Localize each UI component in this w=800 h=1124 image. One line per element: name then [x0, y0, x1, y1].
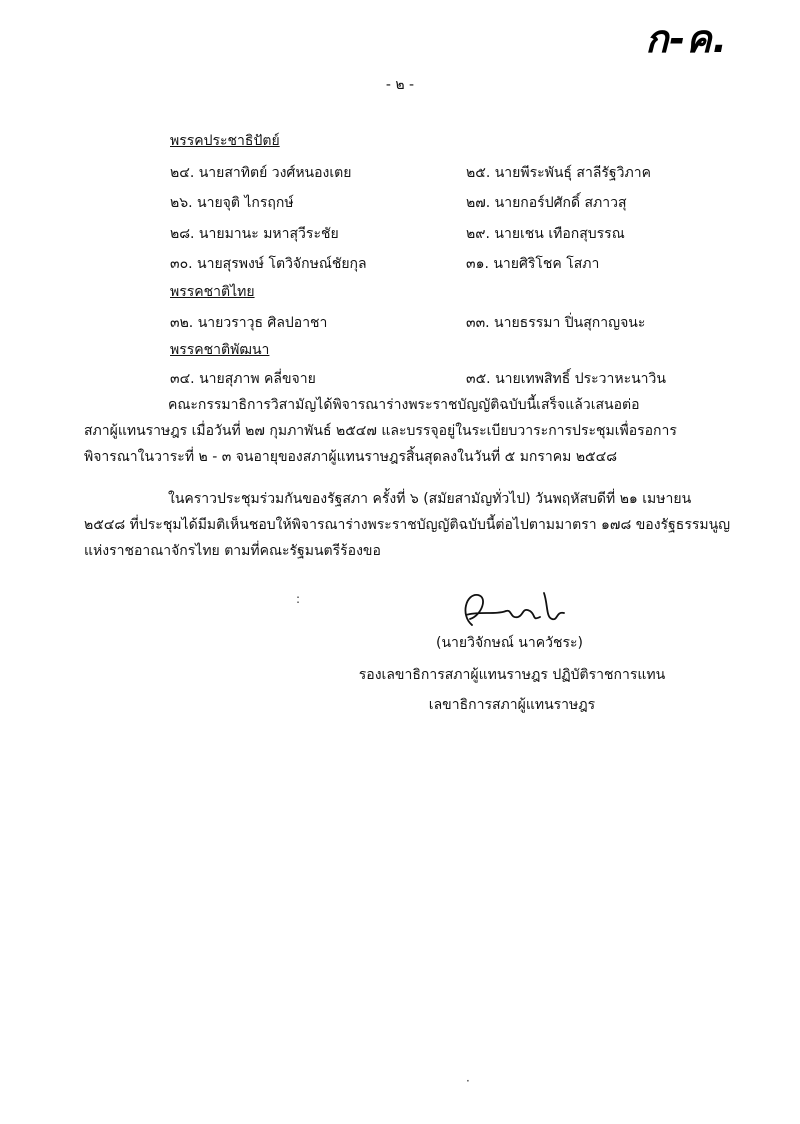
page-number: - ๒ -: [385, 77, 415, 93]
paragraph-line: ในคราวประชุมร่วมกันของรัฐสภา ครั้งที่ ๖ (สมัยสามัญทั่วไป) วันพฤหัสบดีที่ ๒๑ เมษายน: [168, 491, 692, 507]
scan-speck: :: [296, 592, 301, 606]
signatory-title-line2: เลขาธิการสภาผู้แทนราษฎร: [428, 697, 596, 713]
handwritten-page-mark: ก-ค.: [645, 17, 728, 61]
paragraph-line: สภาผู้แทนราษฎร เมื่อวันที่ ๒๗ กุมภาพันธ์ ๒๕๔๗ และบรรจุอยู่ในระเบียบวาระการประชุมเพื่อรอการ: [84, 423, 677, 439]
scan-speck: ·: [466, 1074, 470, 1088]
party-heading-chart-pattana: พรรคชาติพัฒนา: [170, 342, 270, 358]
paragraph-line: คณะกรรมาธิการวิสามัญได้พิจารณาร่างพระราชบัญญัติฉบับนี้เสร็จแล้วเสนอต่อ: [168, 397, 640, 413]
member-right: ๓๑. นายศิริโชค โสภา: [466, 256, 600, 272]
member-right: ๓๕. นายเทพสิทธิ์ ประวาหะนาวิน: [466, 371, 666, 387]
signatory-title-line1: รองเลขาธิการสภาผู้แทนราษฎร ปฏิบัติราชการแทน: [358, 667, 666, 683]
signatory-name: (นายวิจักษณ์ นาควัชระ): [436, 635, 583, 651]
handwritten-signature: [448, 585, 578, 635]
paragraph-line: พิจารณาในวาระที่ ๒ - ๓ จนอายุของสภาผู้แทนราษฎรสิ้นสุดลงในวันที่ ๕ มกราคม ๒๕๔๘: [84, 449, 618, 465]
paragraph-line: ๒๕๔๘ ที่ประชุมได้มีมติเห็นชอบให้พิจารณาร่างพระราชบัญญัติฉบับนี้ต่อไปตามมาตรา ๑๗๘ ของรัฐธรรมนูญ: [84, 517, 731, 533]
party-heading-democrat: พรรคประชาธิปัตย์: [170, 133, 280, 149]
member-left: ๒๖. นายจุติ ไกรฤกษ์: [170, 195, 294, 211]
member-left: ๒๘. นายมานะ มหาสุวีระชัย: [170, 226, 339, 242]
paragraph-line: แห่งราชอาณาจักรไทย ตามที่คณะรัฐมนตรีร้องขอ: [84, 543, 381, 559]
member-right: ๓๓. นายธรรมา ปิ่นสุกาญจนะ: [466, 315, 646, 331]
member-left: ๒๔. นายสาทิตย์ วงศ์หนองเตย: [170, 165, 352, 181]
paragraph-parliament-resolution: [84, 486, 731, 564]
member-left: ๓๐. นายสุรพงษ์ โตวิจักษณ์ชัยกุล: [170, 256, 367, 272]
member-right: ๒๕. นายพีระพันธุ์ สาลีรัฐวิภาค: [466, 165, 651, 181]
member-left: ๓๒. นายวราวุธ ศิลปอาชา: [170, 315, 328, 331]
member-right: ๒๗. นายกอร์ปศักดิ์ สภาวสุ: [466, 195, 627, 211]
paragraph-committee-status: [84, 392, 677, 470]
party-heading-chart-thai: พรรคชาติไทย: [170, 284, 255, 300]
member-left: ๓๔. นายสุภาพ คลี่ขจาย: [170, 371, 316, 387]
member-right: ๒๙. นายเชน เทือกสุบรรณ: [466, 226, 625, 242]
